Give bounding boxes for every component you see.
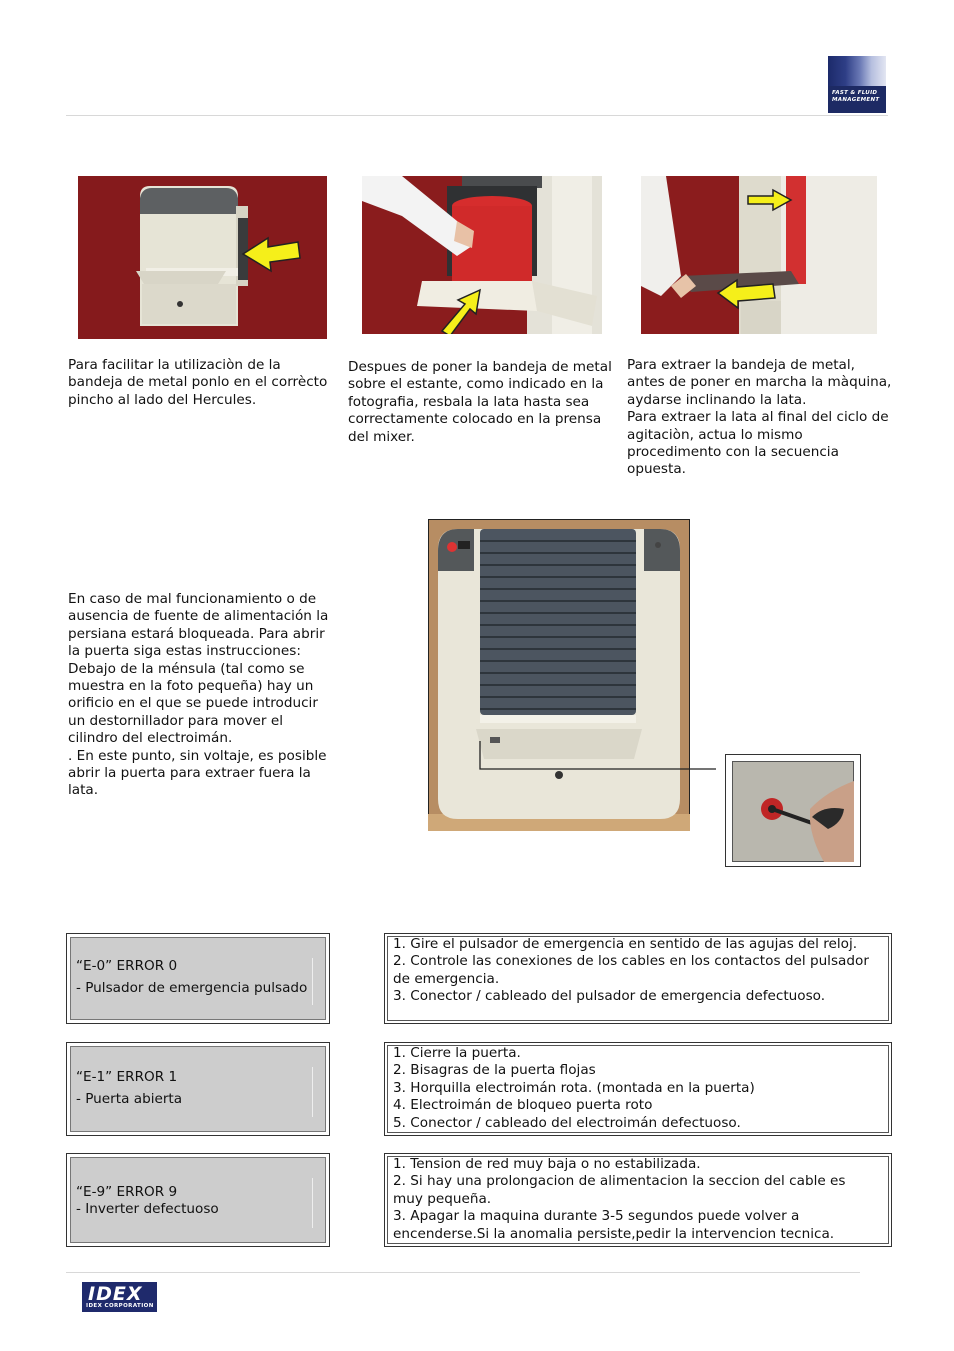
error-e0-code: “E-0” ERROR 0 bbox=[76, 958, 178, 974]
error-e9-solution-1: 1. Tension de red muy baja o no estabilizada. bbox=[393, 1156, 701, 1172]
error-e1-solution-4: 4. Electroimán de bloqueo puerta roto bbox=[393, 1097, 653, 1114]
error-e0-solution-1: 1. Gire el pulsador de emergencia en sentido de las agujas del reloj. bbox=[393, 936, 858, 952]
error-e1-solution-2: 2. Bisagras de la puerta flojas bbox=[393, 1062, 596, 1079]
error-e1-desc: - Puerta abierta bbox=[76, 1091, 183, 1107]
step3-caption-line2: Para extraer la lata al final del ciclo de agitaciòn, actua lo mismo procedimento con la secuencia opuesta. bbox=[627, 409, 889, 478]
photo-inset-screwdriver-image bbox=[732, 761, 854, 862]
emergency-para2: Debajo de la ménsula (tal como se muestra en la foto pequeña) hay un orificio en el que se puede introducir un destornillador para mover el cilindro del electroimán. bbox=[68, 660, 318, 747]
step1-caption: Para facilitar la utilizaciòn de la bandeja de metal ponlo en el corrècto pincho al lado del Hercules. bbox=[68, 357, 328, 408]
photo-extract-tray bbox=[641, 176, 877, 334]
error-e9-desc: - Inverter defectuoso bbox=[76, 1201, 219, 1217]
callout-line bbox=[476, 735, 716, 795]
photo-inset-screwdriver bbox=[732, 761, 854, 862]
header-divider bbox=[66, 115, 888, 116]
idex-logo-sub: IDEX CORPORATION bbox=[86, 1303, 154, 1309]
error-e9-solution-2: 2. Si hay una prolongacion de alimentacion la seccion del cable es muy pequeña. bbox=[393, 1173, 846, 1207]
photo-inset-frame bbox=[725, 754, 861, 867]
emergency-instructions bbox=[68, 591, 330, 800]
fast-fluid-management-logo bbox=[828, 56, 886, 113]
error-e1-solutions bbox=[384, 1042, 892, 1136]
error-e0-solution-3: 3. Conector / cableado del pulsador de emergencia defectuoso. bbox=[393, 988, 826, 1005]
step3-caption-line1: Para extraer la bandeja de metal, antes de poner en marcha la màquina, aydarse inclinando la lata. bbox=[627, 357, 892, 408]
photo-slide-can bbox=[362, 176, 602, 334]
error-e1-code: “E-1” ERROR 1 bbox=[76, 1069, 178, 1085]
idex-logo-main: IDEX bbox=[88, 1283, 143, 1305]
footer-divider bbox=[66, 1272, 860, 1273]
error-e0-solution-2: 2. Controle las conexiones de los cables en los contactos del pulsador de emergencia. bbox=[393, 953, 869, 987]
step3-caption bbox=[627, 357, 895, 479]
photo-tray-pin bbox=[78, 176, 327, 339]
error-e0-desc: - Pulsador de emergencia pulsado bbox=[76, 980, 308, 996]
emergency-para1: En caso de mal funcionamiento o de ausencia de fuente de alimentación la persiana estará bloqueada. Para abrir la puerta siga estas instrucciones: bbox=[68, 591, 329, 660]
photo-slide-can-image bbox=[362, 176, 602, 334]
error-e0-box bbox=[66, 933, 330, 1024]
error-e1-box bbox=[66, 1042, 330, 1136]
error-e0-solutions bbox=[384, 933, 892, 1024]
idex-logo bbox=[82, 1282, 157, 1312]
error-e9-box bbox=[66, 1153, 330, 1247]
emergency-para3: . En este punto, sin voltaje, es posible abrir la puerta para extraer fuera la lata. bbox=[68, 747, 327, 799]
logo-text: FAST & FLUID MANAGEMENT bbox=[832, 90, 880, 103]
error-e1-solution-1: 1. Cierre la puerta. bbox=[393, 1045, 521, 1061]
error-e1-solution-5: 5. Conector / cableado del electroimán defectuoso. bbox=[393, 1114, 741, 1131]
photo-tray-pin-image bbox=[78, 176, 327, 339]
error-e1-solution-3: 3. Horquilla electroimán rota. (montada en la puerta) bbox=[393, 1079, 755, 1096]
error-e9-solution-3: 3. Apagar la maquina durante 3-5 segundos puede volver a encenderse.Si la anomalia persiste,pedir la intervencion tecnica. bbox=[393, 1208, 835, 1242]
photo-extract-tray-image bbox=[641, 176, 877, 334]
error-e9-code: “E-9” ERROR 9 bbox=[76, 1184, 178, 1200]
error-e9-solutions bbox=[384, 1153, 892, 1247]
step2-caption: Despues de poner la bandeja de metal sobre el estante, como indicado en la fotografia, resbala la lata hasta sea correctamente colocado en la prensa del mixer. bbox=[348, 359, 612, 445]
